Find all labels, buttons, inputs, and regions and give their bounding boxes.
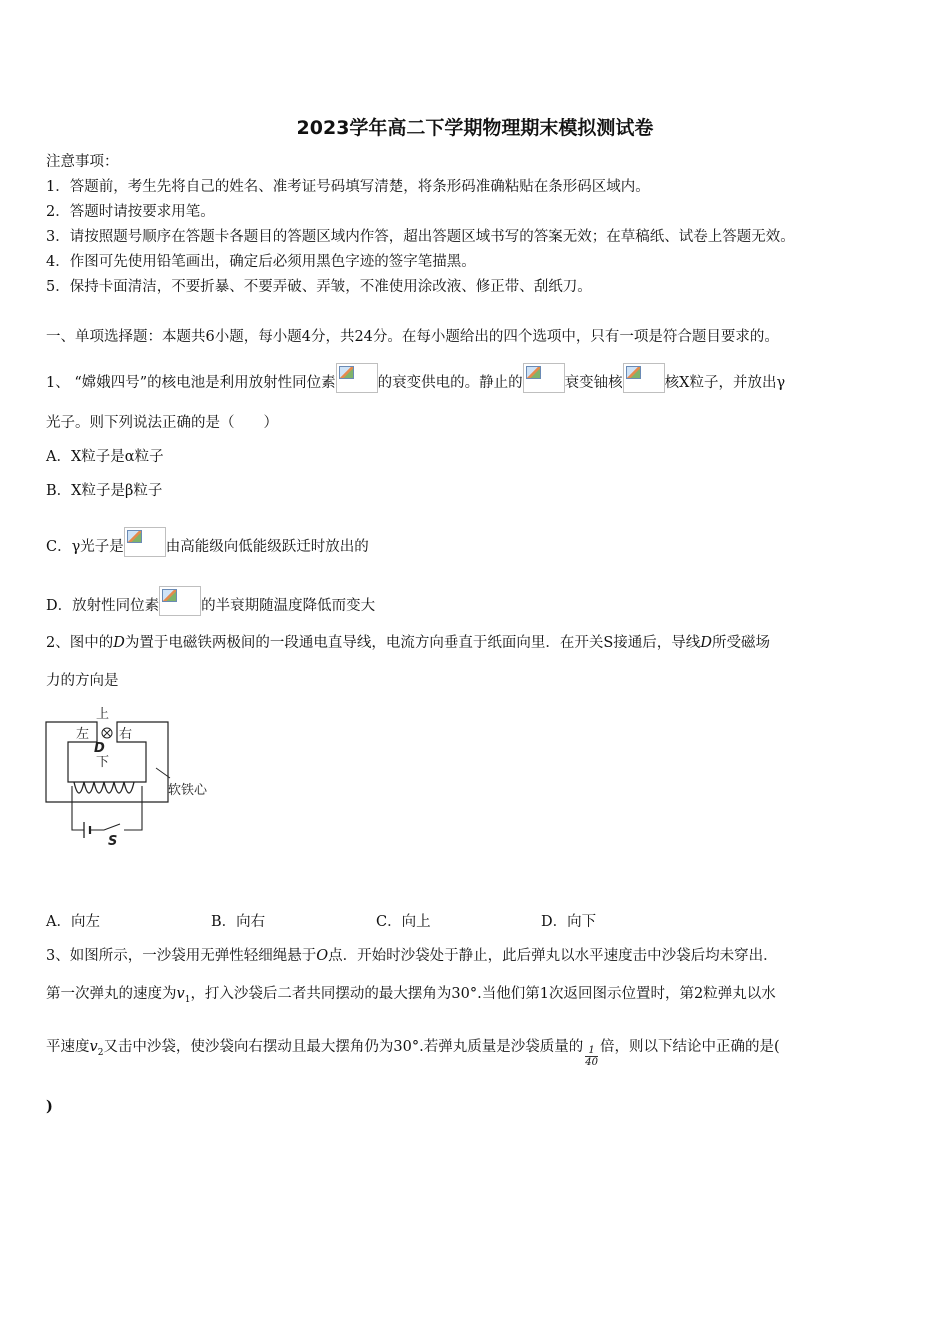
- notice-heading: 注意事项：: [46, 154, 119, 170]
- formula-image-placeholder: [523, 363, 565, 393]
- label-up: 上: [96, 707, 110, 722]
- formula-image-placeholder: [336, 363, 378, 393]
- q3-subscript: 1: [184, 994, 191, 1005]
- page-title: 2023学年高二下学期物理期末模拟测试卷: [296, 117, 654, 139]
- q3-text: 倍，则以下结论中正确的是(: [599, 1039, 780, 1055]
- label-switch-s: S: [108, 834, 118, 849]
- q1-stem-line1: [46, 363, 785, 393]
- q1-option-d-text: 的半衰期随温度降低而变大: [201, 598, 376, 614]
- label-right: 右: [119, 727, 133, 742]
- switch-lever: [90, 824, 120, 830]
- broken-image-icon: [526, 366, 541, 379]
- formula-image-placeholder: [124, 527, 166, 557]
- q3-subscript: 2: [97, 1047, 104, 1058]
- q3-stem-line4: ): [46, 1098, 53, 1115]
- electromagnet-diagram: [44, 702, 224, 850]
- q3-stem-line3: [46, 1037, 780, 1068]
- q1-stem-line2: 光子。则下列说法正确的是（ ）: [46, 415, 278, 431]
- broken-image-icon: [127, 530, 142, 543]
- q2-option-c: C．向上: [376, 914, 431, 930]
- circuit-wire: [124, 786, 142, 830]
- q1-text: 核X粒子，并放出γ: [664, 375, 786, 391]
- q3-symbol: v: [89, 1039, 98, 1055]
- q2-text: 所受磁场: [711, 635, 770, 651]
- notice-item: 1．答题前，考生先将自己的姓名、准考证号码填写清楚，将条形码准确粘贴在条形码区域内。: [46, 179, 650, 195]
- q1-text: 1、 “嫦娥四号”的核电池是利用放射性同位素: [46, 375, 336, 391]
- fraction-numerator: 1: [585, 1045, 598, 1057]
- q3-symbol: v: [176, 986, 185, 1002]
- q3-text: 3、如图所示，一沙袋用无弹性轻细绳悬于: [46, 948, 317, 964]
- q2-option-a: A．向左: [46, 914, 100, 930]
- q2-stem-line2: 力的方向是: [46, 673, 119, 689]
- label-wire-d: D: [94, 741, 105, 756]
- formula-image-placeholder: [159, 586, 201, 616]
- q2-stem-line1: [46, 633, 770, 653]
- q1-option-c-text: C．γ光子是: [46, 539, 124, 555]
- q3-stem-line2: [46, 984, 776, 1010]
- q1-option-c-text: 由高能级向低能级跃迁时放出的: [165, 539, 369, 555]
- q3-text: 第一次弹丸的速度为: [46, 986, 177, 1002]
- q3-text: 平速度: [46, 1039, 90, 1055]
- q2-symbol: D: [113, 635, 125, 651]
- q1-option-d: [46, 586, 375, 616]
- q2-symbol: D: [700, 635, 712, 651]
- q1-text: 的衰变供电的。静止的: [377, 375, 523, 391]
- cross-icon: [104, 730, 111, 737]
- label-down: 下: [96, 755, 110, 770]
- coil-winding: [74, 782, 134, 793]
- q3-stem-line1: [46, 946, 778, 966]
- notice-item: 2．答题时请按要求用笔。: [46, 204, 215, 220]
- q1-option-a: A．X粒子是α粒子: [46, 449, 164, 465]
- q2-text: 2、图中的: [46, 635, 114, 651]
- fraction: [585, 1045, 598, 1068]
- q1-option-b: B．X粒子是β粒子: [46, 483, 163, 499]
- notice-item: 4．作图可先使用铅笔画出，确定后必须用黑色字迹的签字笔描黑。: [46, 254, 476, 270]
- section-heading: 一、单项选择题：本题共6小题，每小题4分，共24分。在每小题给出的四个选项中，只有一项是符合题目要求的。: [46, 329, 779, 345]
- q1-option-c: [46, 527, 369, 557]
- formula-image-placeholder: [623, 363, 665, 393]
- q3-text: 点．开始时沙袋处于静止，此后弹丸以水平速度击中沙袋后均未穿出．: [328, 948, 778, 964]
- q2-option-d: D．向下: [541, 914, 597, 930]
- broken-image-icon: [162, 589, 177, 602]
- q2-option-b: B．向右: [211, 914, 266, 930]
- label-left: 左: [76, 727, 90, 742]
- q3-text: ，打入沙袋后二者共同摆动的最大摆角为30°.当他们第1次返回图示位置时，第2粒弹丸以水: [190, 986, 776, 1002]
- q3-symbol: O: [316, 948, 329, 964]
- notice-item: 3．请按照题号顺序在答题卡各题目的答题区域内作答，超出答题区域书写的答案无效；在草稿纸、试卷上答题无效。: [46, 229, 795, 245]
- q1-text: 衰变铀核: [564, 375, 623, 391]
- label-soft-iron-core: 软铁心: [168, 783, 208, 798]
- broken-image-icon: [626, 366, 641, 379]
- broken-image-icon: [339, 366, 354, 379]
- q2-text: 为置于电磁铁两极间的一段通电直导线，电流方向垂直于纸面向里．在开关S接通后，导线: [124, 635, 701, 651]
- q3-text: 又击中沙袋，使沙袋向右摆动且最大摆角仍为30°.若弹丸质量是沙袋质量的: [103, 1039, 584, 1055]
- notice-item: 5．保持卡面清洁，不要折暴、不要弄破、弄皱，不准使用涂改液、修正带、刮纸刀。: [46, 279, 592, 295]
- fraction-denominator: 40: [585, 1057, 598, 1068]
- q1-option-d-text: D．放射性同位素: [46, 598, 160, 614]
